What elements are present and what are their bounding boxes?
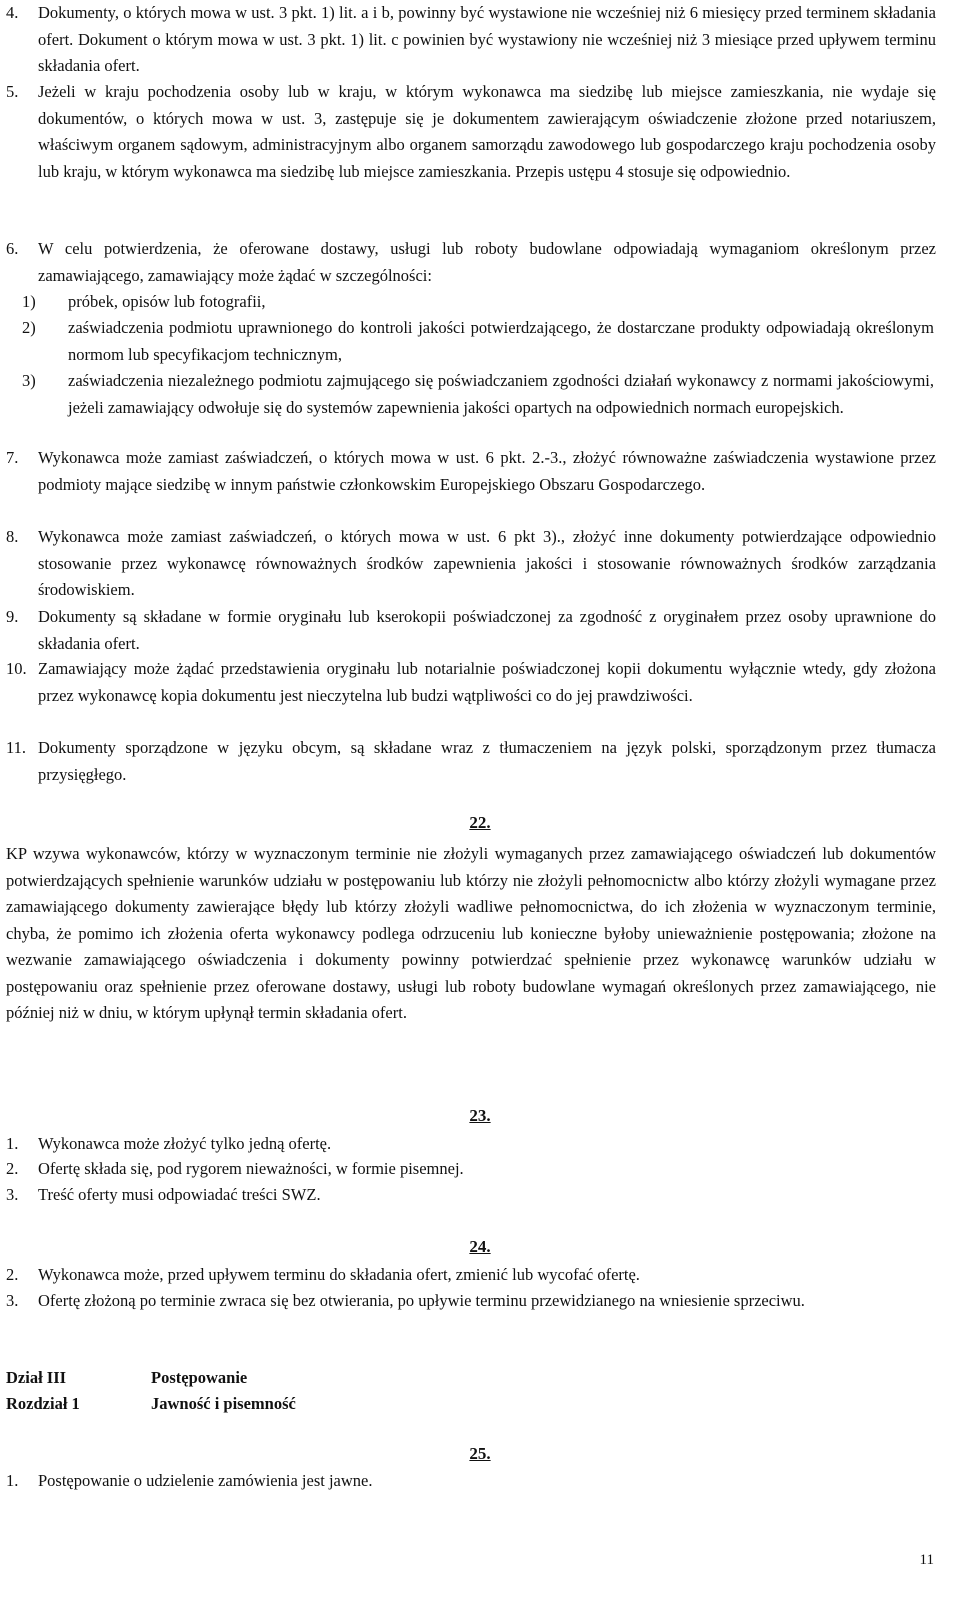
item-text: W celu potwierdzenia, że oferowane dostawy, usługi lub roboty budowlane odpowiadają wymaganiom określonym przez zamawiającego, zamawiający może żądać w szczególności:	[38, 239, 936, 285]
item-number: 1.	[6, 1134, 19, 1153]
list-item	[6, 445, 936, 498]
item-text: Ofertę składa się, pod rygorem nieważności, w formie pisemnej.	[38, 1159, 464, 1178]
item-number: 3)	[22, 371, 36, 390]
item-text: Dokumenty sporządzone w języku obcym, są składane wraz z tłumaczeniem na język polski, sporządzonym przez tłumacza przysięgłego.	[38, 738, 936, 784]
section-heading: 24.	[469, 1237, 491, 1256]
list-item	[6, 0, 936, 80]
item-number: 4.	[6, 3, 19, 22]
item-text: Ofertę złożoną po terminie zwraca się bez otwierania, po upływie terminu przewidzianego na wniesienie sprzeciwu.	[38, 1291, 805, 1310]
division-heading	[6, 1365, 247, 1392]
item-number: 2)	[22, 318, 36, 337]
section-heading: 23.	[469, 1106, 491, 1125]
item-number: 10.	[6, 659, 27, 678]
item-text: Dokumenty, o których mowa w ust. 3 pkt. 1) lit. a i b, powinny być wystawione nie wcześniej niż 6 miesięcy przed terminem składania ofert. Dokument o którym mowa w ust. 3 pkt. 1) lit. c powinien być wystawiony nie wcześniej niż 3 miesiące przed upływem terminu składania ofert.	[38, 3, 936, 75]
item-text: Treść oferty musi odpowiadać treści SWZ.	[38, 1185, 321, 1204]
section-heading: 25.	[469, 1444, 491, 1463]
section-paragraph: KP wzywa wykonawców, którzy w wyznaczonym terminie nie złożyli wymaganych przez zamawiającego oświadczeń lub dokumentów potwierdzających spełnienie warunków udziału w postępowaniu lub którzy nie złożyli pełnomocnictw albo którzy złożyli wymagane przez zamawiającego dokumenty zawierające błędy lub którzy złożyli wadliwe pełnomocnictwa, do ich złożenia w wyznaczonym terminie, chyba, że pomimo ich złożenia oferta wykonawcy podlega odrzuceniu lub konieczne byłoby unieważnienie postępowania; złożone na wezwanie zamawiającego oświadczenia i dokumenty powinny potwierdzać spełnienie przez wykonawcę warunków udziału w postępowaniu oraz spełnienie przez oferowane dostawy, usługi lub roboty budowlane wymagań określonych przez zamawiającego, nie później niż w dniu, w którym upłynął termin składania ofert.	[6, 844, 936, 1022]
sub-list-item	[22, 315, 934, 368]
division-title: Postępowanie	[151, 1368, 248, 1387]
item-text: Postępowanie o udzielenie zamówienia jest jawne.	[38, 1471, 373, 1490]
item-number: 2.	[6, 1265, 19, 1284]
item-text: Wykonawca może zamiast zaświadczeń, o których mowa w ust. 6 pkt 3)., złożyć inne dokumenty potwierdzające odpowiednio stosowanie przez wykonawcę równoważnych środków zapewnienia jakości i stosowanie równoważnych środków zarządzania środowiskiem.	[38, 527, 936, 599]
list-item	[6, 1468, 936, 1495]
sub-list-item	[22, 368, 934, 421]
list-item	[6, 1182, 936, 1209]
list-item	[6, 1288, 936, 1315]
item-number: 1.	[6, 1471, 19, 1490]
item-number: 7.	[6, 448, 19, 467]
list-item	[6, 1131, 936, 1158]
item-number: 11.	[6, 738, 27, 757]
item-number: 9.	[6, 607, 19, 626]
item-number: 8.	[6, 527, 19, 546]
item-number: 3.	[6, 1185, 19, 1204]
list-item	[6, 604, 936, 657]
list-item	[6, 524, 936, 604]
item-number: 2.	[6, 1159, 19, 1178]
item-text: Wykonawca może, przed upływem terminu do składania ofert, zmienić lub wycofać ofertę.	[38, 1265, 640, 1284]
item-text: zaświadczenia podmiotu uprawnionego do kontroli jakości potwierdzającego, że dostarczane produkty odpowiadają określonym normom lub specyfikacjom technicznym,	[68, 318, 934, 364]
item-number: 3.	[6, 1291, 19, 1310]
item-text: Dokumenty są składane w formie oryginału lub kserokopii poświadczonej za zgodność z oryginałem przez osoby uprawnione do składania ofert.	[38, 607, 936, 653]
list-item	[6, 1262, 936, 1289]
section-heading: 22.	[469, 813, 491, 832]
chapter-heading	[6, 1391, 296, 1418]
item-text: Jeżeli w kraju pochodzenia osoby lub w kraju, w którym wykonawca ma siedzibę lub miejsce zamieszkania, nie wydaje się dokumentów, o których mowa w ust. 3, zastępuje się je dokumentem zawierającym oświadczenie złożone przed notariuszem, właściwym organem sądowym, administracyjnym albo organem samorządu zawodowego lub gospodarczego kraju pochodzenia osoby lub kraju, w którym wykonawca ma siedzibę lub miejsce zamieszkania. Przepis ustępu 4 stosuje się odpowiednio.	[38, 82, 936, 181]
item-text: zaświadczenia niezależnego podmiotu zajmującego się poświadczaniem zgodności działań wykonawcy z normami jakościowymi, jeżeli zamawiający odwołuje się do systemów zapewnienia jakości opartych na odpowiednich normach europejskich.	[68, 371, 934, 417]
list-item	[6, 1156, 936, 1183]
item-text: Wykonawca może zamiast zaświadczeń, o których mowa w ust. 6 pkt. 2.-3., złożyć równoważne zaświadczenia wystawione przez podmioty mające siedzibę w innym państwie członkowskim Europejskiego Obszaru Gospodarczego.	[38, 448, 936, 494]
list-item	[6, 656, 936, 709]
list-item	[6, 79, 936, 185]
item-number: 5.	[6, 82, 19, 101]
sub-list-item	[22, 289, 934, 316]
list-item	[6, 236, 936, 289]
item-text: Wykonawca może złożyć tylko jedną ofertę.	[38, 1134, 332, 1153]
page-number: 11	[919, 1552, 934, 1568]
item-number: 6.	[6, 239, 19, 258]
item-text: próbek, opisów lub fotografii,	[68, 292, 266, 311]
chapter-title: Jawność i pisemność	[151, 1394, 296, 1413]
list-item	[6, 735, 936, 788]
chapter-label: Rozdział 1	[6, 1394, 80, 1413]
division-label: Dział III	[6, 1368, 67, 1387]
item-text: Zamawiający może żądać przedstawienia oryginału lub notarialnie poświadczonej kopii dokumentu wyłącznie wtedy, gdy złożona przez wykonawcę kopia dokumentu jest nieczytelna lub budzi wątpliwości co do jej prawdziwości.	[38, 659, 936, 705]
item-number: 1)	[22, 292, 36, 311]
